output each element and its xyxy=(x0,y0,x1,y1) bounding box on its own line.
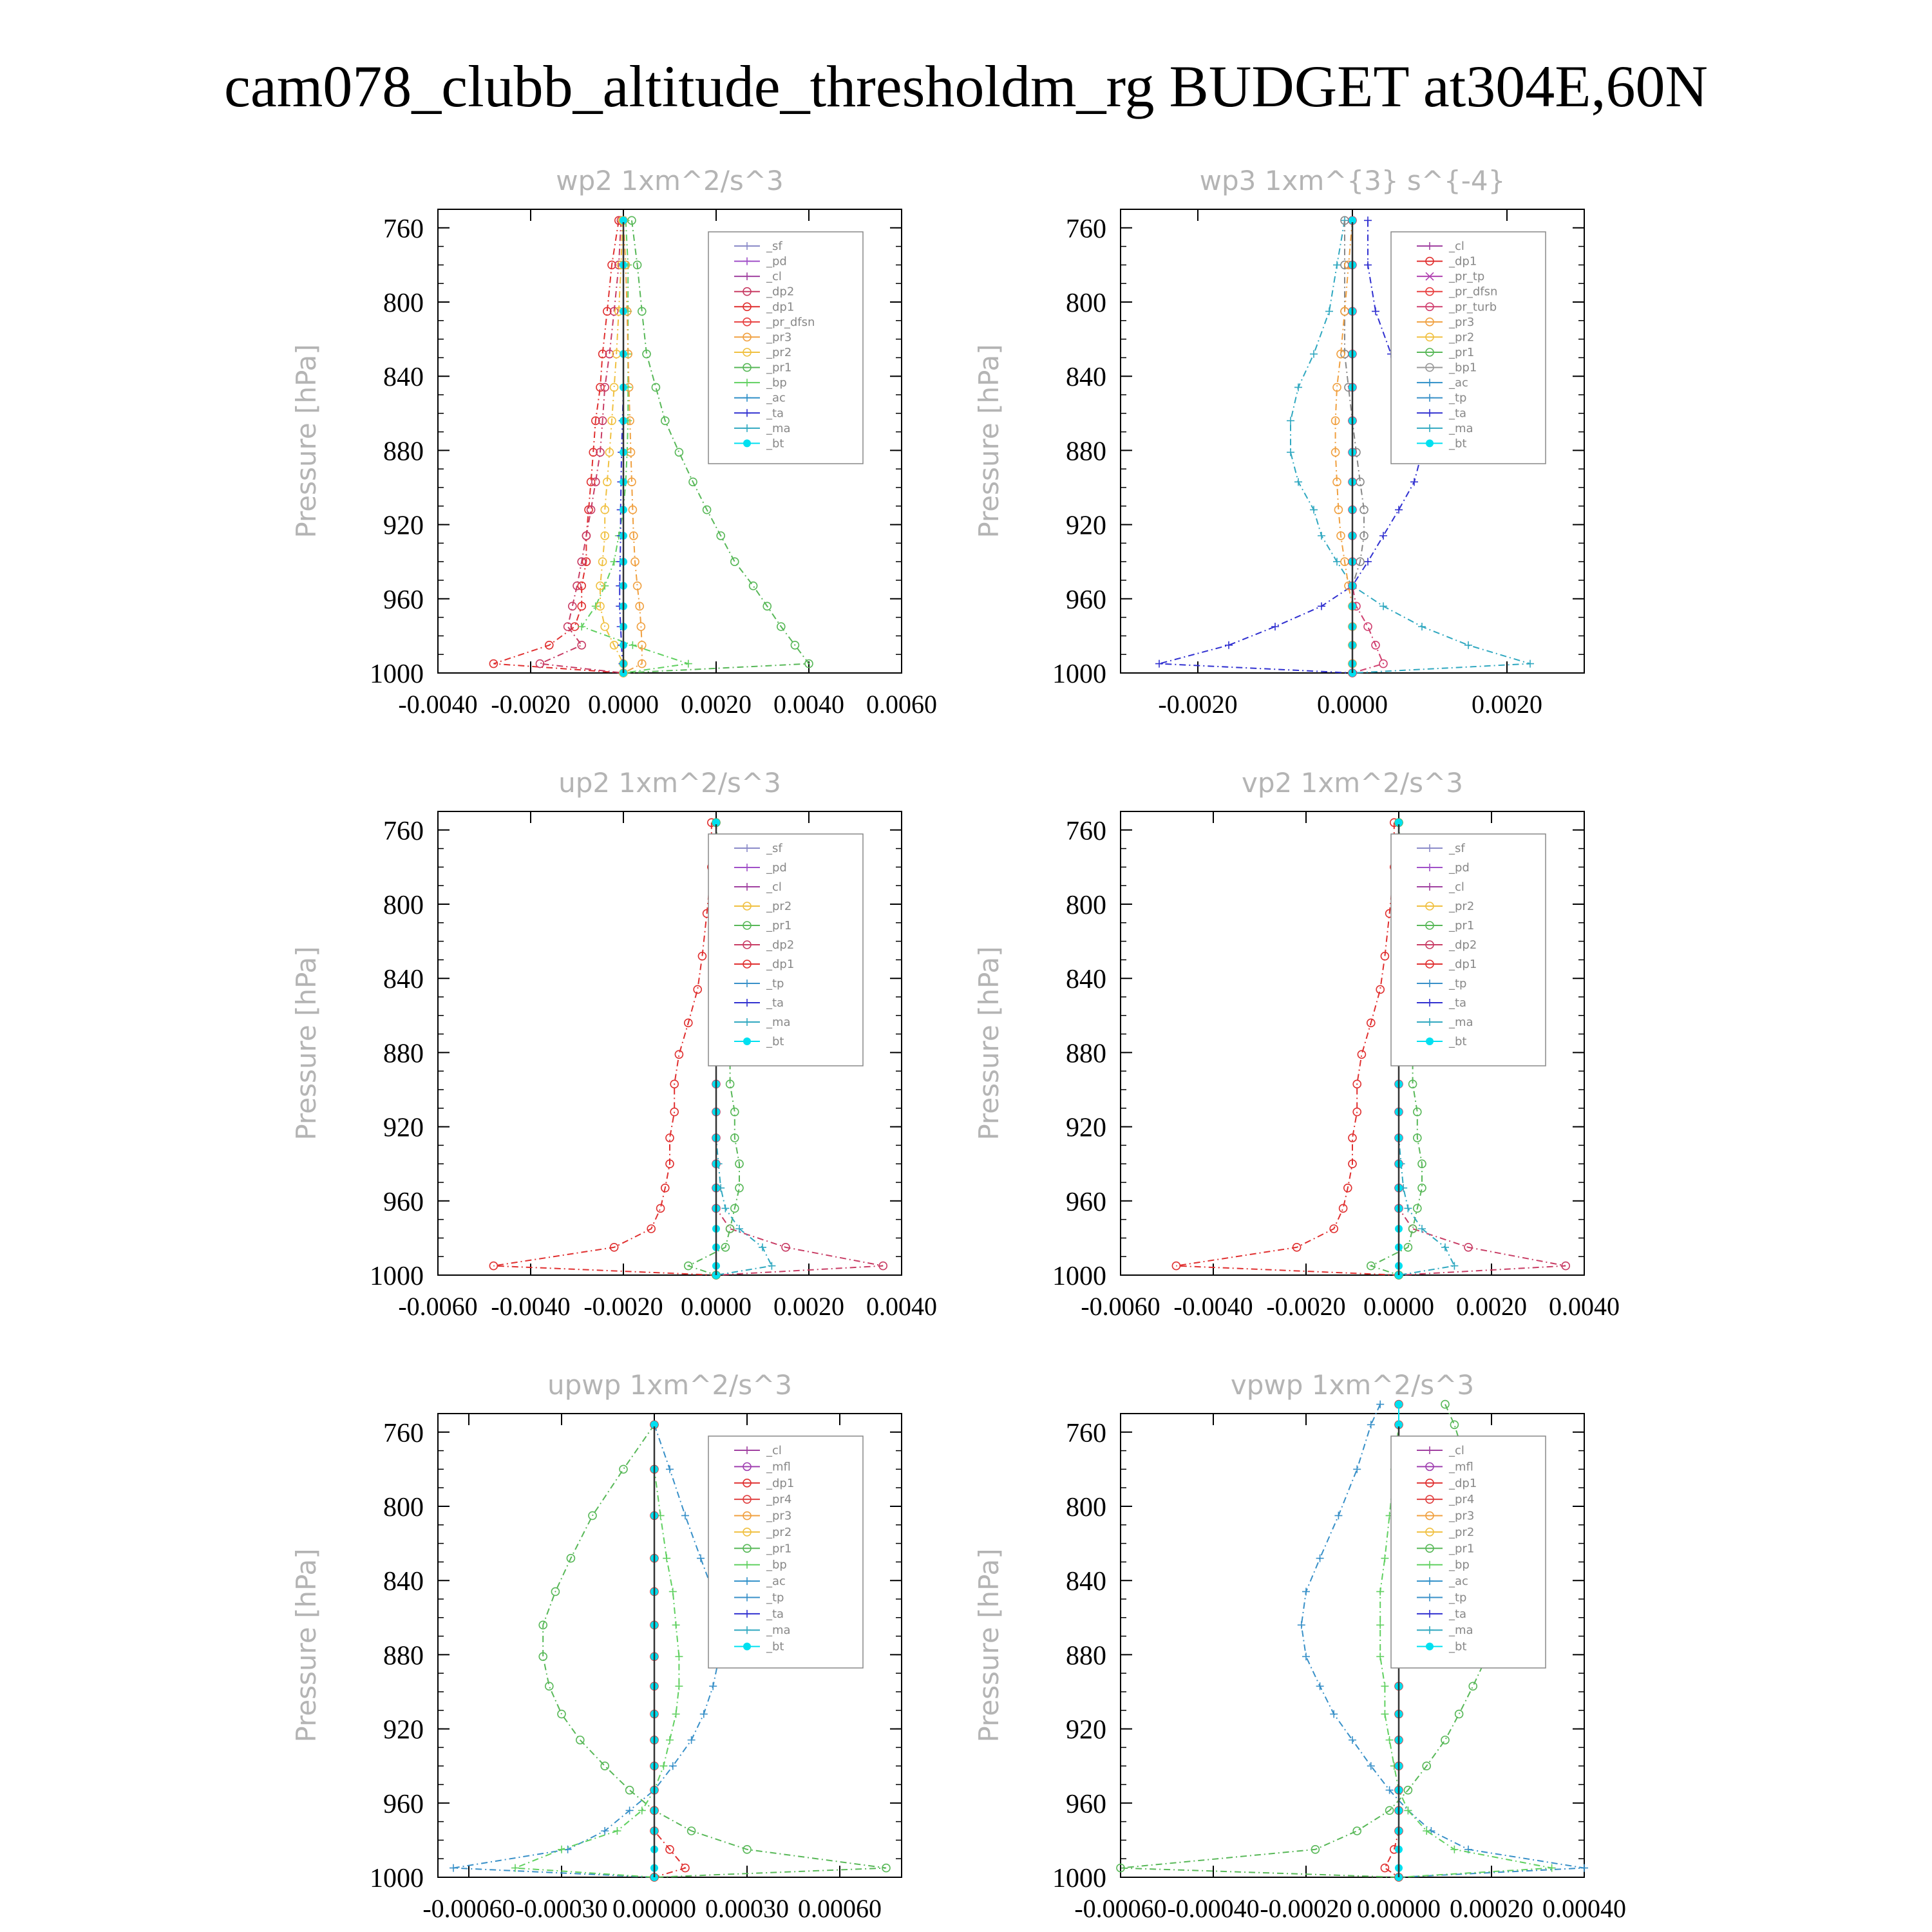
y-tick-label: 800 xyxy=(383,289,424,318)
legend-marker xyxy=(743,1037,751,1045)
legend-label: _pr2 xyxy=(1449,330,1475,345)
legend-label: _cl xyxy=(1449,880,1464,894)
x-tick-label: 0.0020 xyxy=(1456,1292,1527,1321)
y-tick-label: 960 xyxy=(1066,1789,1106,1819)
x-tick-label: -0.00040 xyxy=(1167,1894,1260,1923)
legend-label: _pr3 xyxy=(766,1509,792,1523)
x-tick-label: -0.00060 xyxy=(422,1894,515,1923)
legend-label: _pr1 xyxy=(1449,346,1475,359)
legend-label: _pr2 xyxy=(766,900,792,913)
legend-label: _ac xyxy=(766,1575,786,1589)
legend-label: _pr1 xyxy=(1449,919,1475,933)
y-axis-label: Pressure [hPa] xyxy=(973,344,1005,538)
legend-label: _pr_tp xyxy=(1449,270,1485,284)
legend-label: _dp2 xyxy=(1449,938,1477,952)
legend-label: _pr1 xyxy=(766,1542,792,1556)
legend-label: _pr2 xyxy=(766,346,792,359)
panel-title: vp2 1xm^2/s^3 xyxy=(1242,767,1463,799)
x-tick-label: -0.0060 xyxy=(1081,1292,1160,1321)
legend-label: _tp xyxy=(1449,977,1467,990)
legend-marker xyxy=(1426,1037,1434,1045)
legend-label: _bt xyxy=(766,1640,784,1654)
legend-label: _bt xyxy=(766,437,784,451)
x-tick-label: 0.0000 xyxy=(1363,1292,1434,1321)
legend-label: _pd xyxy=(766,254,787,269)
y-tick-label: 920 xyxy=(1066,511,1106,541)
legend-label: _bt xyxy=(1449,1640,1467,1654)
legend-label: _bt xyxy=(1449,1035,1467,1048)
data-point xyxy=(1395,1401,1403,1408)
y-tick-label: 760 xyxy=(1066,816,1106,846)
legend xyxy=(708,1436,863,1668)
y-tick-label: 840 xyxy=(1066,965,1106,995)
y-tick-label: 760 xyxy=(1066,1418,1106,1448)
x-tick-label: 0.0000 xyxy=(1317,690,1388,719)
y-tick-label: 920 xyxy=(383,511,424,541)
y-tick-label: 1000 xyxy=(370,1262,424,1291)
legend-label: _dp2 xyxy=(766,285,795,299)
legend-label: _tp xyxy=(1449,1591,1467,1605)
legend-label: _ta xyxy=(1449,996,1467,1010)
y-tick-label: 800 xyxy=(1066,891,1106,920)
legend-label: _ma xyxy=(766,421,791,435)
y-axis-label: Pressure [hPa] xyxy=(290,1548,322,1743)
legend-label: _pr1 xyxy=(766,361,792,375)
legend-label: _sf xyxy=(1449,842,1465,855)
legend-marker xyxy=(743,1643,751,1651)
legend-label: _ma xyxy=(1449,1624,1473,1638)
legend-label: _pr4 xyxy=(1449,1493,1475,1507)
x-tick-label: -0.0060 xyxy=(398,1292,478,1321)
y-tick-label: 960 xyxy=(383,1789,424,1819)
legend xyxy=(1391,232,1546,464)
x-tick-label: -0.00030 xyxy=(515,1894,608,1923)
y-tick-label: 760 xyxy=(383,1418,424,1448)
y-tick-label: 960 xyxy=(1066,585,1106,615)
x-tick-label: -0.0040 xyxy=(491,1292,571,1321)
y-tick-label: 960 xyxy=(383,1187,424,1217)
legend-label: _dp2 xyxy=(766,938,795,952)
x-tick-label: 0.0020 xyxy=(1472,690,1542,719)
y-tick-label: 880 xyxy=(383,1039,424,1069)
x-tick-label: 0.00030 xyxy=(705,1894,789,1923)
y-tick-label: 840 xyxy=(383,965,424,995)
legend-label: _pr3 xyxy=(1449,315,1475,329)
legend-label: _ac xyxy=(766,391,786,405)
legend-label: _ta xyxy=(766,406,784,421)
legend xyxy=(708,834,863,1066)
x-tick-label: -0.00020 xyxy=(1260,1894,1352,1923)
y-tick-label: 840 xyxy=(383,363,424,393)
y-tick-label: 800 xyxy=(1066,1493,1106,1522)
x-tick-label: 0.00060 xyxy=(798,1894,882,1923)
y-tick-label: 880 xyxy=(383,1641,424,1671)
y-axis-label: Pressure [hPa] xyxy=(290,946,322,1141)
legend-label: _cl xyxy=(766,270,782,284)
legend-label: _bp1 xyxy=(1449,361,1477,375)
legend xyxy=(1391,834,1546,1066)
x-tick-label: 0.0040 xyxy=(773,690,844,719)
x-tick-label: -0.0040 xyxy=(1173,1292,1253,1321)
legend-label: _pr2 xyxy=(1449,1525,1475,1539)
x-tick-label: 0.00000 xyxy=(1357,1894,1441,1923)
legend-label: _tp xyxy=(766,1591,784,1605)
legend-label: _dp1 xyxy=(1449,958,1477,971)
legend-label: _dp1 xyxy=(766,300,795,314)
legend-label: _dp1 xyxy=(1449,1476,1477,1490)
legend-label: _ma xyxy=(1449,421,1473,435)
legend xyxy=(1391,1436,1546,1668)
legend-label: _bp xyxy=(1449,1558,1470,1572)
x-tick-label: 0.0000 xyxy=(681,1292,752,1321)
x-tick-label: 0.00040 xyxy=(1542,1894,1626,1923)
y-tick-label: 880 xyxy=(1066,1039,1106,1069)
y-tick-label: 760 xyxy=(1066,214,1106,244)
y-tick-label: 840 xyxy=(1066,1567,1106,1597)
y-axis-label: Pressure [hPa] xyxy=(290,344,322,538)
figure-title: cam078_clubb_altitude_thresholdm_rg BUDGET at304E,60N xyxy=(224,53,1708,119)
x-tick-label: -0.00060 xyxy=(1074,1894,1167,1923)
legend-label: _cl xyxy=(1449,240,1464,253)
y-tick-label: 920 xyxy=(1066,1715,1106,1745)
panel-title: upwp 1xm^2/s^3 xyxy=(547,1369,792,1401)
legend-label: _pd xyxy=(1449,861,1470,875)
x-tick-label: -0.0020 xyxy=(491,690,571,719)
x-tick-label: -0.0020 xyxy=(1158,690,1238,719)
x-tick-label: 0.0000 xyxy=(588,690,659,719)
legend-label: _bp xyxy=(766,1558,787,1572)
x-tick-label: 0.00020 xyxy=(1450,1894,1533,1923)
legend-marker xyxy=(743,439,751,447)
legend-label: _pr3 xyxy=(1449,1509,1475,1523)
x-tick-label: 0.0040 xyxy=(1549,1292,1620,1321)
legend-label: _sf xyxy=(766,842,782,855)
legend-label: _mfl xyxy=(766,1460,791,1474)
legend-label: _ac xyxy=(1449,1575,1468,1589)
legend-marker xyxy=(1426,439,1434,447)
legend-label: _pr1 xyxy=(1449,1542,1475,1556)
legend xyxy=(708,232,863,464)
x-tick-label: 0.00000 xyxy=(612,1894,696,1923)
panel-title: wp2 1xm^2/s^3 xyxy=(556,165,784,196)
legend-label: _ta xyxy=(1449,406,1467,421)
legend-label: _pd xyxy=(766,861,787,875)
legend-label: _pr4 xyxy=(766,1493,792,1507)
legend-label: _bp xyxy=(766,376,787,390)
legend-label: _dp1 xyxy=(1449,254,1477,269)
x-tick-label: 0.0020 xyxy=(681,690,752,719)
y-tick-label: 920 xyxy=(383,1715,424,1745)
panel-title: vpwp 1xm^2/s^3 xyxy=(1230,1369,1475,1401)
x-tick-label: 0.0020 xyxy=(773,1292,844,1321)
legend-label: _pr1 xyxy=(766,919,792,933)
y-tick-label: 880 xyxy=(383,437,424,467)
x-tick-label: 0.0040 xyxy=(866,1292,937,1321)
y-tick-label: 1000 xyxy=(1052,1864,1106,1893)
y-tick-label: 800 xyxy=(383,1493,424,1522)
legend-label: _ta xyxy=(766,1607,784,1621)
y-tick-label: 840 xyxy=(1066,363,1106,393)
y-tick-label: 920 xyxy=(1066,1113,1106,1143)
legend-label: _dp1 xyxy=(766,958,795,971)
legend-label: _pr_dfsn xyxy=(1449,285,1498,299)
legend-label: _pr_dfsn xyxy=(766,315,815,329)
panel-title: wp3 1xm^{3} s^{-4} xyxy=(1199,165,1506,196)
legend-label: _ac xyxy=(1449,376,1468,390)
legend-label: _cl xyxy=(1449,1444,1464,1457)
legend-label: _pr2 xyxy=(766,1525,792,1539)
x-tick-label: -0.0020 xyxy=(1266,1292,1346,1321)
legend-marker xyxy=(1426,1643,1434,1651)
panel-title: up2 1xm^2/s^3 xyxy=(558,767,781,799)
y-tick-label: 880 xyxy=(1066,437,1106,467)
legend-label: _tp xyxy=(766,977,784,990)
y-tick-label: 1000 xyxy=(1052,1262,1106,1291)
legend-label: _mfl xyxy=(1449,1460,1473,1474)
y-tick-label: 800 xyxy=(383,891,424,920)
legend-label: _bt xyxy=(766,1035,784,1048)
y-tick-label: 1000 xyxy=(370,659,424,689)
legend-label: _cl xyxy=(766,880,782,894)
legend-label: _pr3 xyxy=(766,330,792,345)
legend-label: _sf xyxy=(766,240,782,253)
legend-label: _ta xyxy=(1449,1607,1467,1621)
x-tick-label: -0.0040 xyxy=(398,690,478,719)
y-tick-label: 760 xyxy=(383,816,424,846)
y-tick-label: 840 xyxy=(383,1567,424,1597)
y-tick-label: 800 xyxy=(1066,289,1106,318)
y-tick-label: 960 xyxy=(383,585,424,615)
legend-label: _tp xyxy=(1449,391,1467,405)
y-tick-label: 1000 xyxy=(1052,659,1106,689)
legend-label: _dp1 xyxy=(766,1476,795,1490)
legend-label: _cl xyxy=(766,1444,782,1457)
legend-label: _pr2 xyxy=(1449,900,1475,913)
y-tick-label: 1000 xyxy=(370,1864,424,1893)
legend-label: _ta xyxy=(766,996,784,1010)
legend-label: _bt xyxy=(1449,437,1467,451)
legend-label: _ma xyxy=(1449,1016,1473,1029)
y-tick-label: 960 xyxy=(1066,1187,1106,1217)
legend-label: _ma xyxy=(766,1016,791,1029)
legend-label: _ma xyxy=(766,1624,791,1638)
y-tick-label: 920 xyxy=(383,1113,424,1143)
x-tick-label: -0.0020 xyxy=(583,1292,663,1321)
y-axis-label: Pressure [hPa] xyxy=(973,946,1005,1141)
y-tick-label: 880 xyxy=(1066,1641,1106,1671)
y-axis-label: Pressure [hPa] xyxy=(973,1548,1005,1743)
legend-label: _pr_turb xyxy=(1449,300,1497,314)
y-tick-label: 760 xyxy=(383,214,424,244)
x-tick-label: 0.0060 xyxy=(866,690,937,719)
